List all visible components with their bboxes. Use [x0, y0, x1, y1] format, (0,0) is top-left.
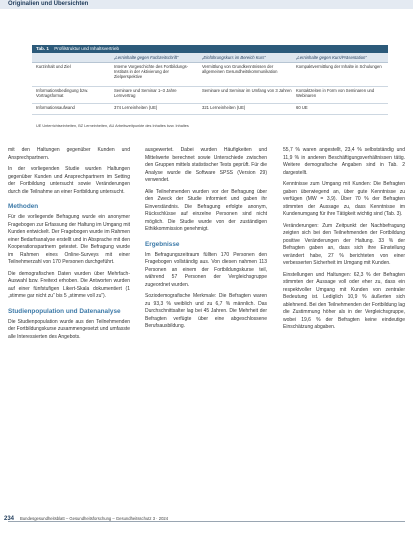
table-header-cell: „Lerninhalte gegen Fachzeitschrift“ [114, 55, 179, 60]
table-label: Tab. 1 [36, 46, 49, 51]
table-cell: 321 Lerneinheiten (UE) [202, 105, 246, 110]
text-column-right [283, 147, 405, 507]
table-title-bar [32, 45, 388, 53]
paragraph: Einstellungen und Haltungen: 62,3 % der Befragten stimmten der Aussage voll oder eher zu, dass ein respektvoller Umgang mit Kunden von zentraler Bedeutung ist. Lediglich 10,9 % äußerten sich ablehnend. Bei den Teilnehmenden der Fortbildung lag die Zustimmung höher als in der Vergleichsgruppe, wobei 19,6 % der Befragten keine eindeutige Einschätzung abgaben. [283, 271, 405, 330]
table-row [32, 87, 388, 104]
paragraph: Die demografischen Daten wurden über Mehrfach-Auswahl bzw. Freitext erhoben. Die Antworten wurden auf einer fünfstufigen Likert-Skala dokumentiert (1 „stimme gar nicht zu“ bis 5 „stimme voll zu“). [8, 270, 130, 299]
paragraph: In der vorliegenden Studie wurden Haltungen gegenüber Kunden und Ansprechpartnern im Setting der Fortbildung untersucht sowie Veränderungen durch die Teilnahme an einer Fortbildung untersucht. [8, 166, 130, 195]
table-title: Profilstruktur und Inhaltsvertrieb [54, 46, 120, 51]
table-row [32, 104, 388, 115]
table-cell: Informationsbedingung bzw. Vortragsformat [36, 88, 89, 98]
footer-divider [8, 521, 405, 522]
paragraph: Kenntnisse zum Umgang mit Kunden: Die Befragten gaben überwiegend an, über gute Kenntnisse zu verfügen (MW = 3,9). Über 70 % der Befragten stimmten der Aussage zu, dass Kenntnisse im Kundenumgang für ihre Tätigkeit wichtig sind (Tab. 3). [283, 181, 405, 217]
table-header-row [32, 53, 388, 63]
page-number: 234 [4, 516, 15, 522]
table-cell: Informationsaufwand [36, 105, 75, 110]
table-cell: Kompaktvermittlung der Inhalte in Schulungen [296, 64, 382, 69]
paragraph: Alle Teilnehmenden wurden vor der Befragung über den Zweck der Studie informiert und gaben ihr Einverständnis. Die Befragung erfolgte anonym, Rückschlüsse auf einzelne Personen sind nicht möglich. Die Studie wurde von der zuständigen Ethikkommission genehmigt. [145, 188, 267, 232]
paragraph: ausgewertet. Dabei wurden Häufigkeiten und Mittelwerte berechnet sowie Unterschiede zwischen den Gruppen mittels statistischer Tests geprüft. Für die Analyse wurde die Software SPSS (Version 29) verwendet. [145, 147, 267, 183]
table-cell: Vermittlung von Grundkenntnissen der allgemeinen Gesundheitskommunikation [202, 64, 278, 74]
paragraph: Für die vorliegende Befragung wurde ein anonymer Fragebogen zur Erfassung der Haltung im Umgang mit Kunden entwickelt. Der Fragebogen wurde im Rahmen einer Bedarfsanalyse erstellt und in Absprache mit den Kooperationspartnern getestet. Die Befragung wurde im Rahmen eines Online-Surveys mit einer Teilnehmerzahl von 170 Personen durchgeführt. [8, 214, 130, 265]
section-title: Originalien und Übersichten [8, 1, 89, 7]
text-column-left [8, 147, 130, 507]
table-footnote: UE Unterrichtseinheiten, BZ Lerneinheiten, AU Arbeitszeitpunkte des Inhaltes bzw. Inhaltes [36, 124, 189, 128]
paragraph: Soziodemografische Merkmale: Die Befragten waren zu 93,3 % weiblich und zu 6,7 % männlich. Das Durchschnittsalter lag bei 45 Jahren. Die Mehrheit der Befragten verfügte über eine abgeschlossene Berufsausbildung. [145, 293, 267, 329]
section-heading-population: Studienpopulation und Datenanalyse [8, 307, 121, 315]
section-heading-results: Ergebnisse [145, 240, 180, 248]
header-band [0, 0, 413, 9]
journal-footer: Bundesgesundheitsblatt – Gesundheitsforschung – Gesundheitsschutz 3 · 2024 [20, 516, 169, 521]
paragraph: Die Studienpopulation wurde aus den Teilnehmenden der Fortbildungskurse zusammengesetzt und umfasste alle Interessierten des Angebots. [8, 318, 130, 340]
table-cell: Interne Vorgeschichte des Fortbildungs-Instituts in der Aktivierung der Zielperspektive [114, 64, 189, 79]
table-header-cell: „Einführungskurs im Bereich Kurs“ [202, 55, 266, 60]
table-cell: 374 Lerneinheiten (UE) [114, 105, 158, 110]
paragraph: 55,7 % waren angestellt, 23,4 % selbstständig und 11,9 % in anderen Beschäftigungsverhältnissen tätig. Weitere demografische Angaben sind in Tab. 2 dargestellt. [283, 147, 405, 176]
table-cell: Seminare und Seminar im Umfang von 3 Jahren [202, 88, 292, 93]
table-cell: Kontaktzeiten in Form von Seminaren und Webinaren [296, 88, 375, 98]
paragraph: mit den Haltungen gegenüber Kunden und Ansprechpartnern. [8, 147, 130, 161]
section-heading-methods: Methoden [8, 203, 39, 210]
table-header-cell: „Lerninhalte gegen Kurs/Präsentation“ [296, 55, 367, 60]
table-cell: Kurzinhalt und Ziel [36, 64, 71, 69]
text-column-middle [145, 147, 267, 507]
table-1 [32, 45, 388, 134]
table-row [32, 63, 388, 87]
paragraph: Im Befragungszeitraum füllten 170 Personen den Fragebogen vollständig aus. Von diesen nahmen 113 Personen an einem der Fortbildungskurse teil, während 57 Personen der Vergleichsgruppe zugeordnet wurden. [145, 251, 267, 288]
table-cell: 60 UE [296, 105, 308, 110]
table-cell: Seminare und Seminar 1–3 Jahre Lernvertrag [114, 88, 177, 98]
paragraph: Veränderungen: Zum Zeitpunkt der Nachbefragung zeigten sich bei den Teilnehmenden der Fortbildung positive Veränderungen der Haltung. 33 % der Befragten gaben an, dass sich ihre Einstellung verändert habe, 27 % berichteten von einer verbesserten Sicherheit im Umgang mit Kunden. [283, 222, 405, 266]
